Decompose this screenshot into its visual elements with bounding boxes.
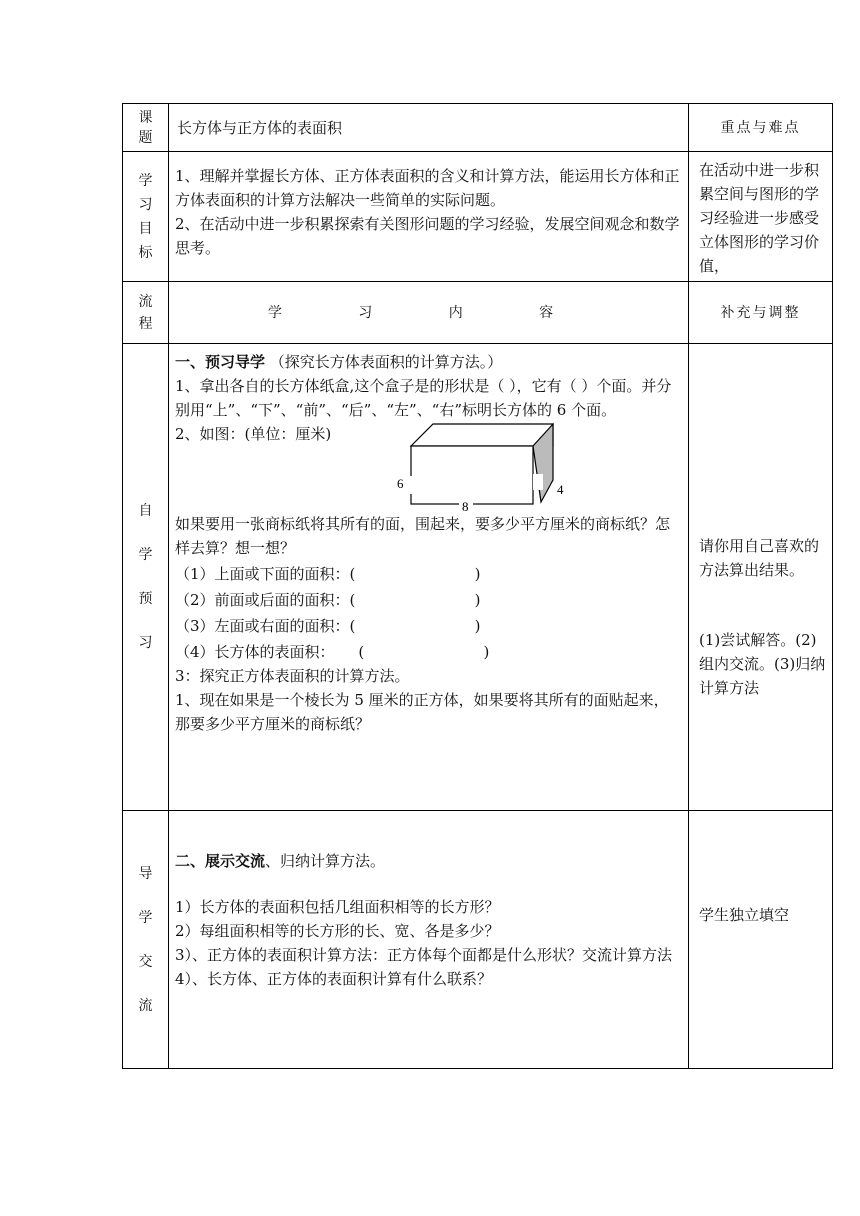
exchange-content	[169, 811, 689, 1069]
label-char: 学	[138, 547, 153, 563]
exchange-side-note: 学生独立填空	[689, 811, 833, 1069]
cuboid-figure	[175, 422, 682, 512]
goals-content	[169, 152, 689, 282]
lesson-topic: 长方体与正方体的表面积	[169, 104, 689, 152]
section-title: 一、预习导学	[175, 353, 266, 371]
section-note: （探究长方体表面积的计算方法。）	[269, 353, 503, 371]
self-study-label	[123, 344, 169, 811]
content-header: 学 习 内 容	[169, 282, 689, 344]
dim-length: 8	[462, 499, 469, 512]
adjust-header: 补充与调整	[689, 282, 833, 344]
process-label	[123, 282, 169, 344]
self-study-side	[689, 344, 833, 811]
fill-item: （3）左面或右面的面积：( )	[175, 617, 481, 635]
label-char: 学	[138, 172, 153, 189]
side-note-1: 请你用自己喜欢的方法算出结果。	[699, 537, 820, 579]
lesson-plan-table	[122, 103, 833, 1069]
label-char: 程	[138, 315, 153, 332]
self-study-content	[169, 344, 689, 811]
label-char: 交	[138, 953, 153, 970]
label-char: 题	[138, 129, 153, 146]
label-char: 习	[138, 196, 153, 213]
question-3: 如果要用一张商标纸将其所有的面，围起来，要多少平方厘米的商标纸？怎样去算？想一想？	[175, 515, 671, 557]
fill-item: （4）长方体的表面积： ( )	[175, 643, 490, 661]
goals-label	[123, 152, 169, 282]
process-header-row	[123, 282, 833, 344]
goal-item: 2、在活动中进一步积累探索有关图形问题的学习经验，发展空间观念和数学思考。	[175, 215, 680, 257]
label-char: 流	[138, 997, 153, 1014]
question-4: 3：探究正方体表面积的计算方法。	[175, 667, 410, 685]
fill-item: （2）前面或后面的面积：( )	[175, 591, 481, 609]
goals-side-note: 在活动中进一步积累空间与图形的学习经验进一步感受立体图形的学习价值，	[689, 152, 833, 282]
question-5: 1、现在如果是一个棱长为 5 厘米的正方体，如果要将其所有的面贴起来，那要多少平方厘米的商标纸？	[175, 691, 669, 733]
goal-item: 1、理解并掌握长方体、正方体表面积的含义和计算方法，能运用长方体和正方体表面积的计算方法解决一些简单的实际问题。	[175, 167, 680, 209]
section-heading	[175, 350, 682, 374]
cuboid-diagram	[395, 422, 565, 512]
section-title: 二、展示交流	[175, 852, 266, 870]
label-char: 标	[138, 244, 153, 261]
exchange-label	[123, 811, 169, 1069]
label-char: 导	[138, 865, 153, 882]
key-points-label: 重点与难点	[689, 104, 833, 152]
section-heading	[175, 849, 682, 873]
label-char: 目	[138, 220, 153, 237]
exchange-item: 1）长方体的表面积包括几组面积相等的长方形？	[175, 898, 500, 916]
label-char: 自	[138, 503, 153, 519]
topic-row	[123, 104, 833, 152]
label-char: 学	[138, 909, 153, 926]
label-char: 预	[138, 591, 153, 607]
exchange-row	[123, 811, 833, 1069]
exchange-item: 4）、长方体、正方体的表面积计算有什么联系？	[175, 970, 493, 988]
side-note-2: (1)尝试解答。(2)组内交流。(3)归纳计算方法	[699, 631, 826, 697]
label-char: 课	[138, 109, 153, 126]
self-study-row	[123, 344, 833, 811]
question-1: 1、拿出各自的长方体纸盒,这个盒子是的形状是（ ），它有（ ）个面。并分别用“上”、“下”、“前”、“后”、“左”、“右”标明长方体的 6 个面。	[175, 377, 672, 419]
label-char: 流	[138, 293, 153, 310]
exchange-item: 2）每组面积相等的长方形的长、宽、各是多少？	[175, 922, 500, 940]
goals-row	[123, 152, 833, 282]
dim-width: 4	[557, 482, 564, 497]
label-char: 习	[138, 635, 153, 651]
section-title-rest: 、归纳计算方法。	[265, 852, 386, 870]
dim-height: 6	[397, 476, 404, 491]
exchange-item: 3）、正方体的表面积计算方法：正方体每个面都是什么形状？交流计算方法	[175, 946, 673, 964]
topic-label	[123, 104, 169, 152]
fill-item: （1）上面或下面的面积：( )	[175, 565, 481, 583]
question-2: 2、如图：(单位：厘米)	[175, 425, 332, 443]
